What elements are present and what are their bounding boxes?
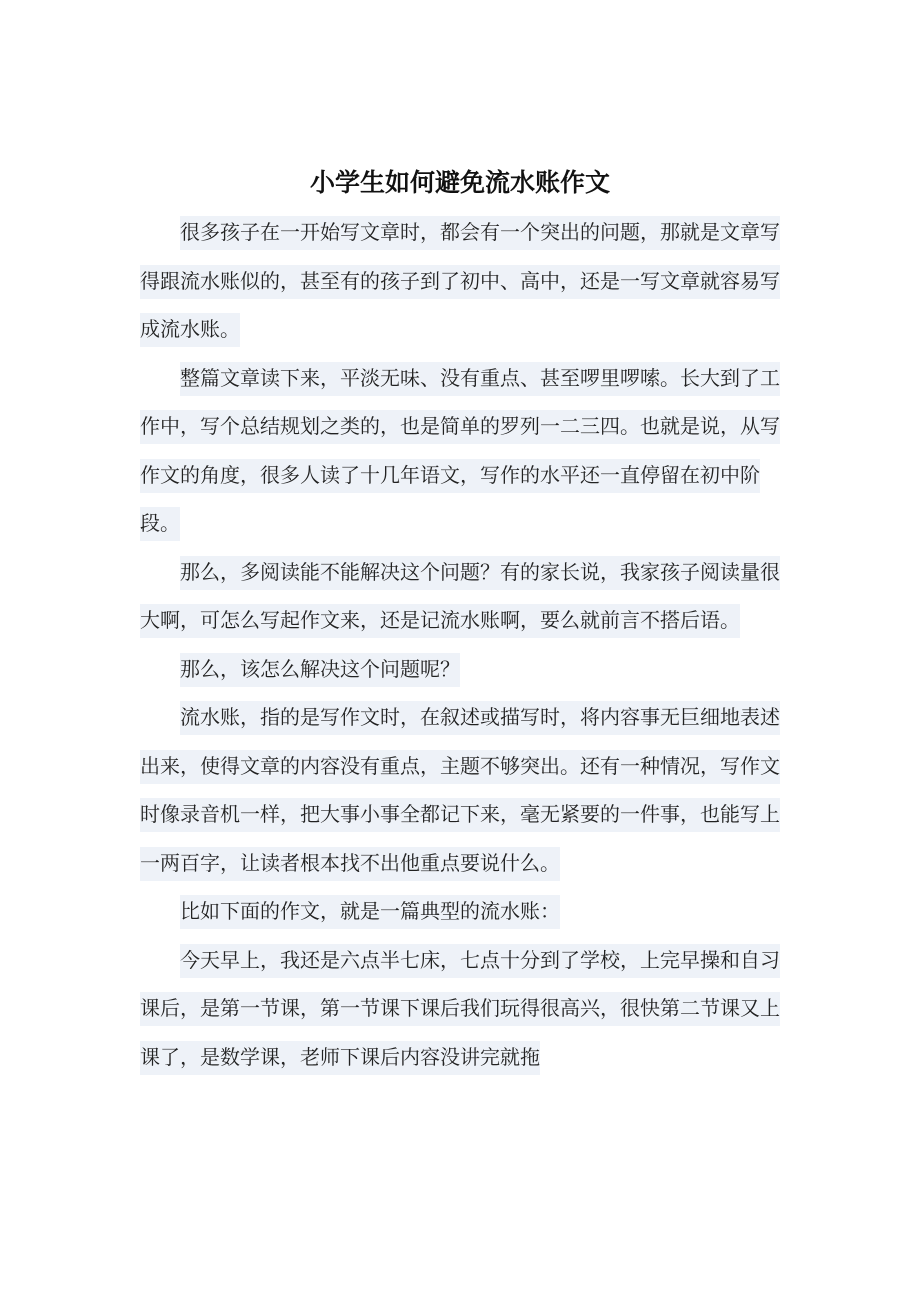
paragraph-text: 今天早上，我还是六点半七床，七点十分到了学校，上完早操和自习课后，是第一节课，第一节课下课后我们玩得很高兴，很快第二节课又上课了，是数学课，老师下课后内容没讲完就拖: [140, 944, 780, 1075]
paragraph-text: 比如下面的作文，就是一篇典型的流水账：: [180, 895, 560, 929]
paragraph: [140, 548, 781, 645]
document-body: [140, 208, 781, 1081]
paragraph: [140, 936, 781, 1082]
paragraph-text: 那么，多阅读能不能解决这个问题？有的家长说，我家孩子阅读量很大啊，可怎么写起作文来，还是记流水账啊，要么就前言不搭后语。: [140, 556, 780, 639]
paragraph: [140, 208, 781, 354]
paragraph: [140, 693, 781, 887]
paragraph: [140, 354, 781, 548]
paragraph-text: 整篇文章读下来，平淡无味、没有重点、甚至啰里啰嗦。长大到了工作中，写个总结规划之类的，也是简单的罗列一二三四。也就是说，从写作文的角度，很多人读了十几年语文，写作的水平还一直停留在初中阶段。: [140, 362, 780, 542]
document-title: 小学生如何避免流水账作文: [309, 168, 610, 197]
paragraph: [140, 887, 781, 936]
paragraph-text: 流水账，指的是写作文时，在叙述或描写时，将内容事无巨细地表述出来，使得文章的内容没有重点，主题不够突出。还有一种情况，写作文时像录音机一样，把大事小事全都记下来，毫无紧要的一件事，也能写上一两百字，让读者根本找不出他重点要说什么。: [140, 701, 780, 881]
paragraph-text: 很多孩子在一开始写文章时，都会有一个突出的问题，那就是文章写得跟流水账似的，甚至有的孩子到了初中、高中，还是一写文章就容易写成流水账。: [140, 216, 780, 347]
paragraph-text: 那么，该怎么解决这个问题呢？: [180, 653, 460, 687]
paragraph: [140, 645, 781, 694]
